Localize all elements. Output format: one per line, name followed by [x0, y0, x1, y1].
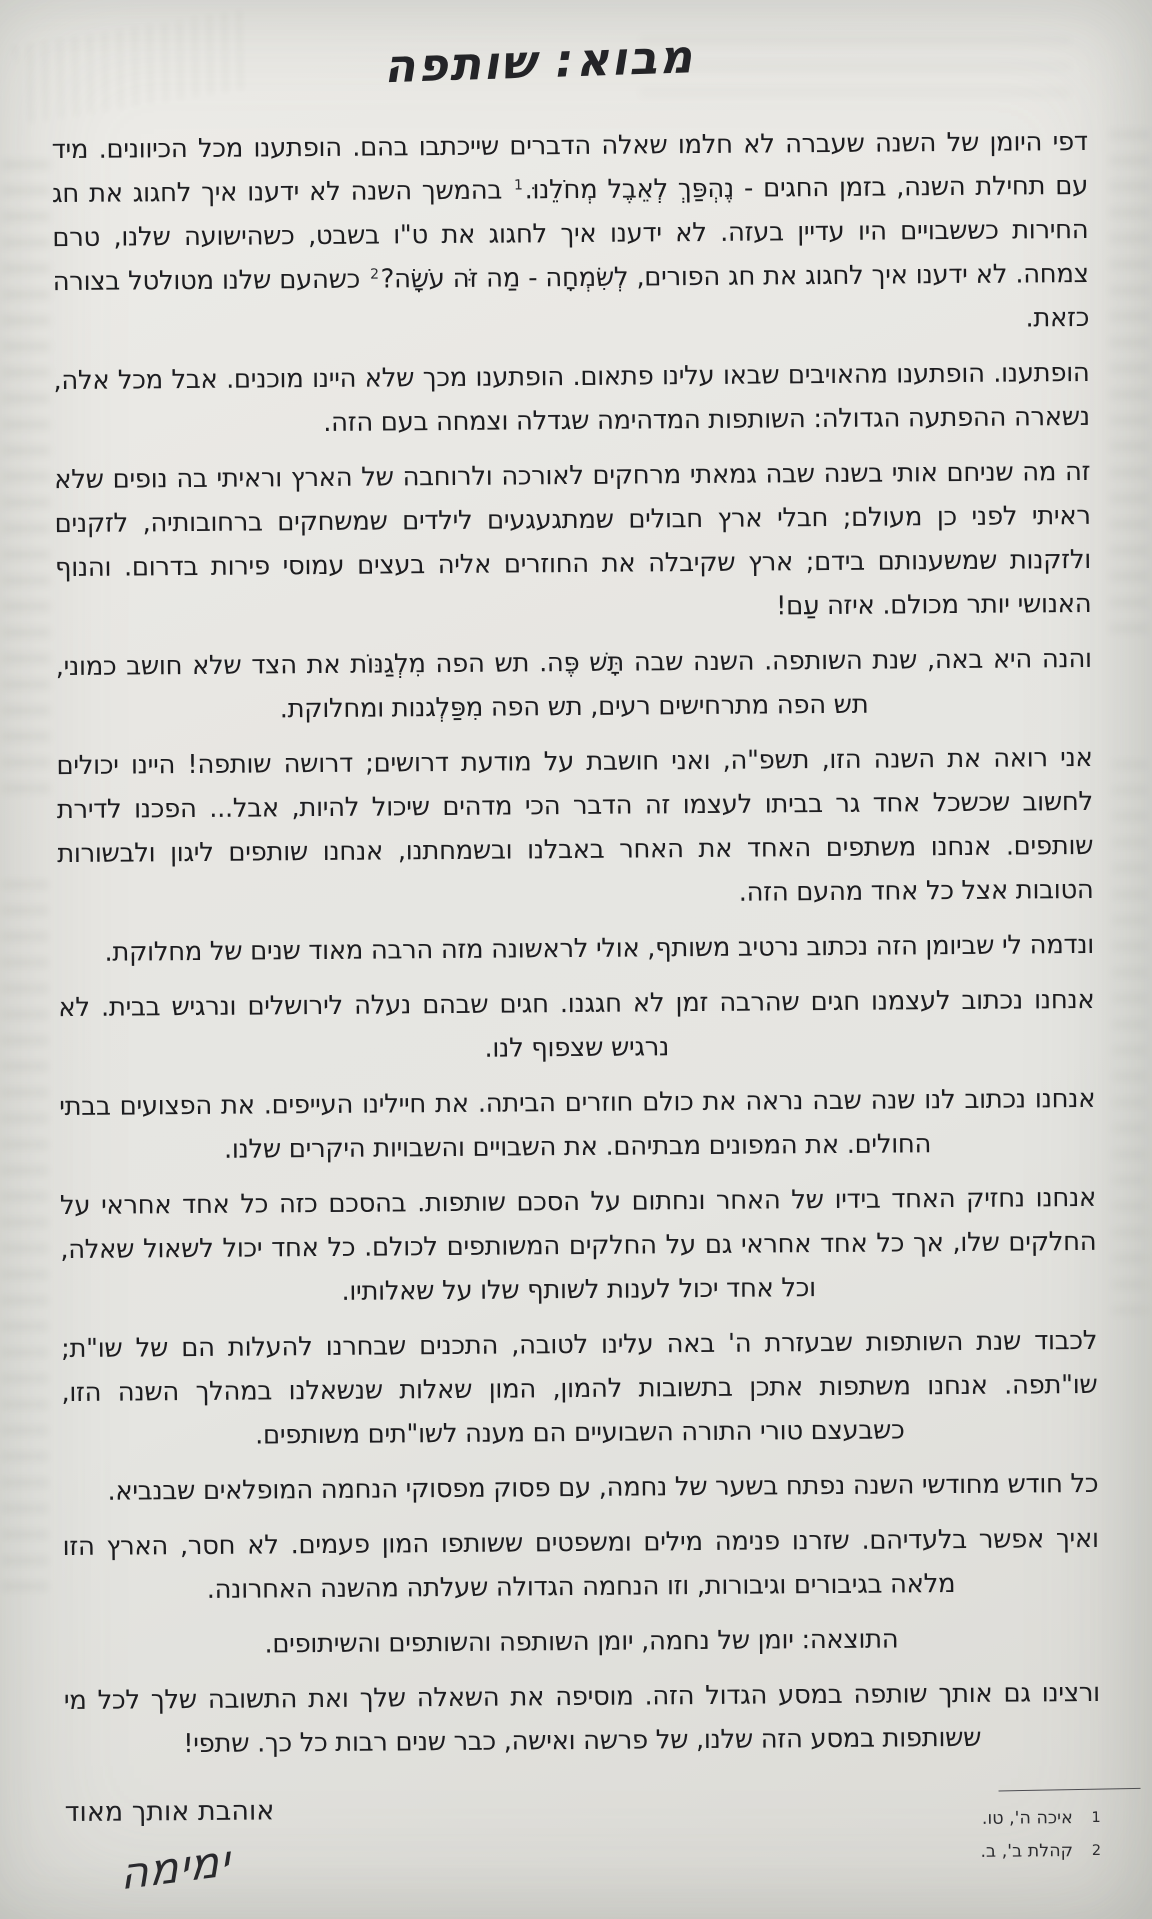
footnote-text: איכה ה', טו.	[981, 1808, 1073, 1829]
closing-line: אוהבת אותך מאוד	[64, 1795, 275, 1829]
footnote-list	[771, 1802, 1102, 1871]
paragraph: ורצינו גם אותך שותפה במסע הגדול הזה. מוסיפה את השאלה שלך ואת התשובה שלך לכל מי ששותפות במסע הזה שלנו, של פרשה ואישה, כבר שנים רבות כל כך. שתפי!	[63, 1677, 1100, 1760]
paragraph: אני רואה את השנה הזו, תשפ"ה, ואני חושבת על מודעת דרושים; דרושה שותפה! היינו יכולים לחשוב שכשכל אחד גר בביתו לעצמו זה הדבר הכי מדהים שיכול להיות, אבל... הפכנו לדירת שותפים. אנחנו משתפים האחד את האחר באבלנו ובשמחתנו, אנחנו שותפים ליגון ולבשורות הטובות אצל כל אחד מהעם הזה.	[56, 742, 1094, 908]
paragraph: התוצאה: יומן של נחמה, יומן השותפה והשותפים והשיתופים.	[264, 1624, 899, 1660]
footnotes	[771, 1789, 1102, 1871]
paragraph: דפי היומן של השנה שעברה לא חלמו שאלה הדברים שייכתבו בהם. הופתענו מכל הכיוונים. מיד עם תחילת השנה, בזמן החגים - נֶהְפַּךְ לְאֵבֶל מְחֹלֵנוּ.$^1$ בהמשך השנה לא ידענו איך לחגוג את חג החירות כששבויים היו עדיין בעזה. לא ידענו איך לחגוג את ט"ו בשבט, כשהישועה שלנו, טרם צמחה. לא ידענו איך לחגוג את חג הפורים, לְשִׂמְחָה - מַה זֹּה עֹשָׂה?$^2$ כשהעם שלנו מטולטל בצורה כזאת.	[51, 126, 1090, 334]
footnote	[771, 1835, 1101, 1871]
footnote-text: קהלת ב', ב.	[980, 1841, 1074, 1863]
closing-block	[64, 1795, 281, 1901]
paragraph: ואיך אפשר בלעדיהם. שזרנו פנימה מילים ומשפטים ששותפו המון פעמים. לא חסר, הארץ הזו מלאה בגיבורים וגיבורות, וזו הנחמה הגדולה שעלתה מהשנה האחרונה.	[62, 1523, 1099, 1605]
footnote-marker: 1	[513, 177, 523, 194]
handwritten-title: מבוא: שותפה	[382, 29, 696, 94]
paragraph: זה מה שניחם אותי בשנה שבה גמאתי מרחקים לאורכה ולרוחבה של הארץ וראיתי בה נופים שלא ראיתי לפני כן מעולם; חבלי ארץ חבולים שמתגעגעים לילדים שמשחקים ברחובותיה, לזקנים ולזקנות שמשענותם בידם; ארץ שקיבלה את החוזרים אליה בעצים עמוסי פירות בדרום. והנוף האנושי יותר מכולם. איזה עַם!	[54, 456, 1092, 622]
paragraph: ונדמה לי שביומן הזה נכתוב נרטיב משותף, אולי לראשונה מזה הרבה מאוד שנים של מחלוקת.	[104, 929, 1095, 968]
handwritten-signature: ימימה	[119, 1835, 231, 1901]
footnote-separator	[999, 1788, 1141, 1792]
paragraph: כל חודש מחודשי השנה נפתח בשער של נחמה, עם פסוק מפסוקי הנחמה המופלאים שבנביא.	[107, 1468, 1099, 1507]
page-footer	[64, 1789, 1102, 1901]
footnote-number: 2	[1091, 1843, 1102, 1860]
footnote	[771, 1802, 1101, 1838]
footnote-number: 1	[1091, 1809, 1101, 1826]
footnote-marker: 2	[369, 266, 379, 283]
paragraph: לכבוד שנת השותפות שבעזרת ה' באה עלינו לטובה, התכנים שבחרנו להעלות הם של שו"ת; שו"תפה. אנחנו משתפות אתכן בתשובות להמון, המון שאלות שנשאלנו במהלך השנה הזו, כשבעצם טורי התורה השבועיים הם מענה לשו"תים משותפים.	[60, 1325, 1098, 1451]
paragraph: אנחנו נכתוב לעצמנו חגים שהרבה זמן לא חגגנו. חגים שבהם נעלה לירושלים ונרגיש בבית. לא נרגיש שצפוף לנו.	[58, 984, 1095, 1064]
paragraph: אנחנו נכתוב לנו שנה שבה נראה את כולם חוזרים הביתה. את חיילינו העייפים. את הפצועים בבתי החולים. את המפונים מבתיהם. את השבויים והשבויות היקרים שלנו.	[59, 1083, 1096, 1165]
paragraph: הופתענו. הופתענו מהאויבים שבאו עלינו פתאום. הופתענו מכך שלא היינו מוכנים. אבל מכל אלה, נשארה ההפתעה הגדולה: השותפות המדהימה שגדלה וצמחה בעם הזה.	[53, 357, 1090, 438]
paragraph-list	[51, 120, 1100, 1767]
paragraph: והנה היא באה, שנת השותפה. השנה שבה תָּשׁ פֶּה. תש הפה מִלְגַנּוֹת את הצד שלא חושב כמוני, תש הפה מתרחישים רעים, תש הפה מִפַּלְגנות ומחלוקת.	[55, 643, 1092, 725]
paragraph: אנחנו נחזיק האחד בידיו של האחר ונחתום על הסכם שותפות. בהסכם כזה כל אחד אחראי על החלקים שלו, אך כל אחד אחראי גם על החלקים המשותפים לכולם. כל אחד יכול לשאול שאלה, וכל אחד יכול לענות לשותף שלו על שאלותיו.	[59, 1182, 1097, 1307]
